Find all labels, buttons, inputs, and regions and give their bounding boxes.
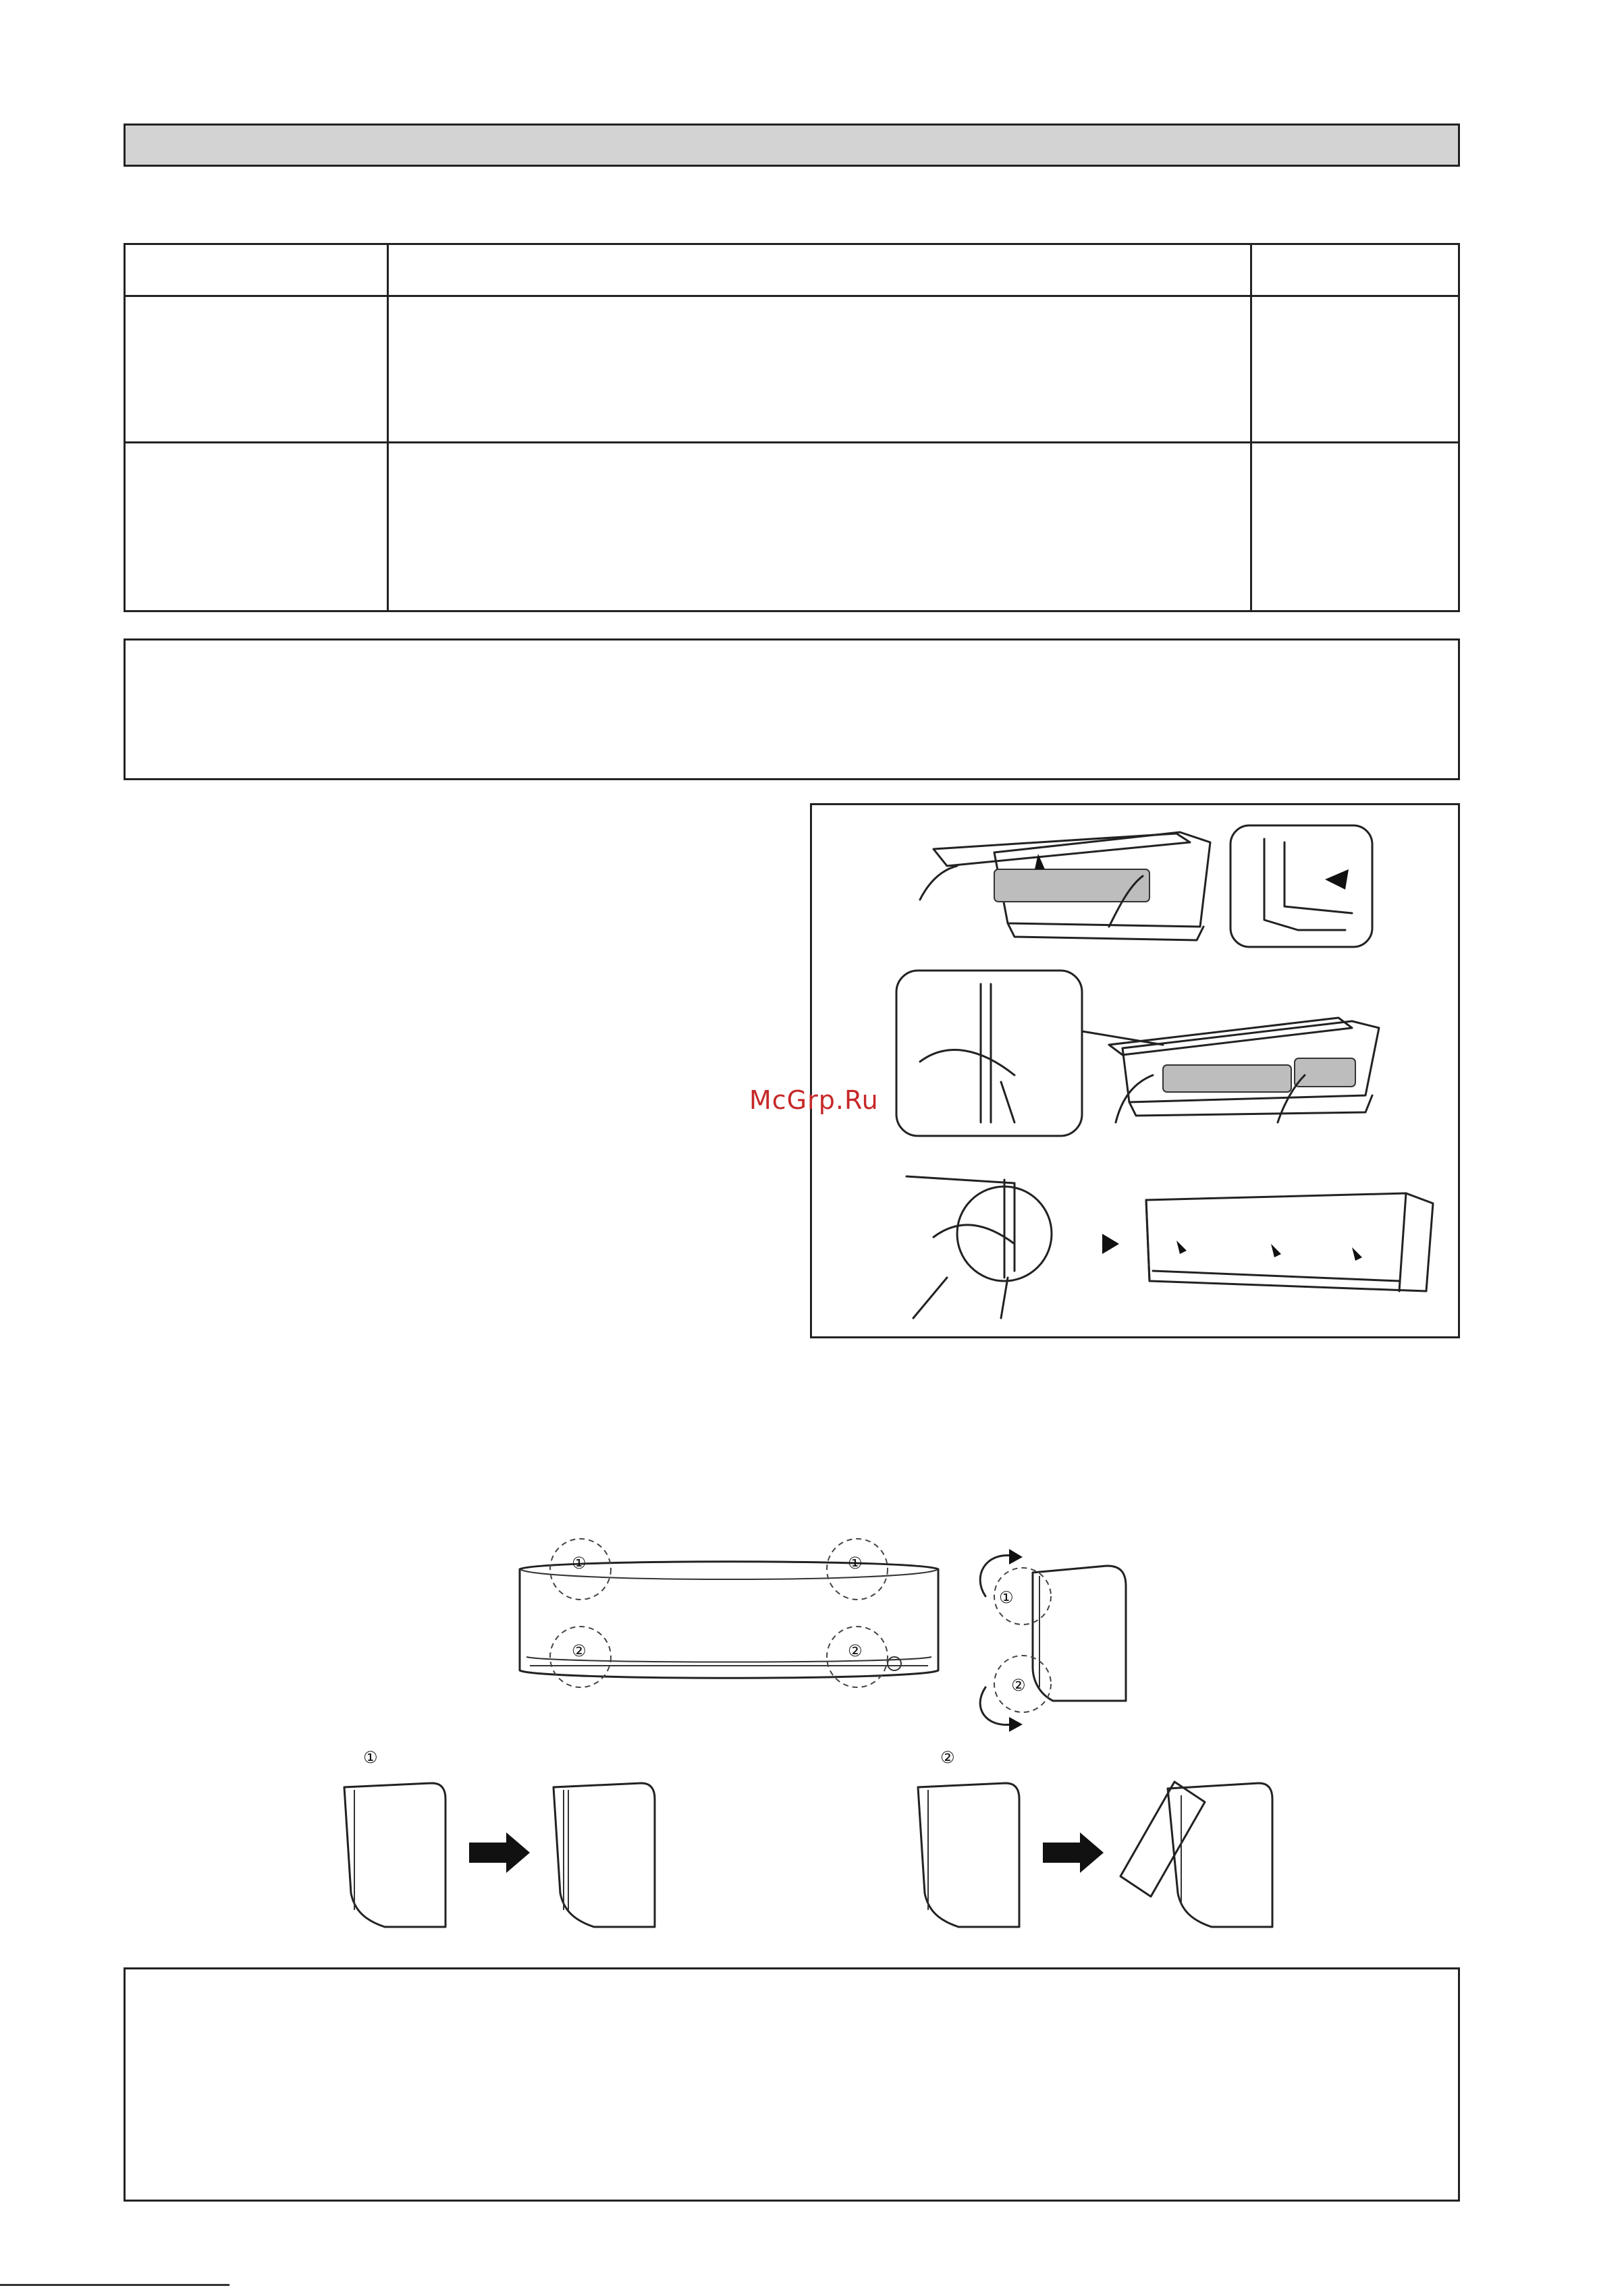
footer-rule [0, 2284, 229, 2286]
arrow-icon [1043, 1832, 1104, 1873]
watermark: McGrp.Ru [749, 1085, 879, 1115]
section-title-bar [124, 124, 1460, 167]
table-column-divider [1250, 245, 1252, 610]
table-column-divider [387, 245, 389, 610]
unit-side-view-diagram [945, 1532, 1134, 1735]
spec-table [124, 243, 1460, 612]
step-1-detail-inset [1230, 825, 1372, 947]
procedure-2-diagram [898, 1768, 1276, 1937]
callout-2-label: ② [572, 1641, 587, 1660]
unit-front-view-diagram [513, 1519, 945, 1708]
note-box [124, 1967, 1460, 2202]
arrow-icon [1271, 1244, 1281, 1257]
panel-removal-illustration [812, 805, 1462, 1340]
callout-1-label: ① [572, 1554, 587, 1573]
callout-1-label: ① [999, 1588, 1014, 1607]
callout-2-label: ② [848, 1641, 863, 1660]
procedure-1-diagram [324, 1775, 675, 1937]
arrow-icon [1352, 1247, 1362, 1261]
step-3-unit [1146, 1193, 1433, 1291]
arrow-icon [1325, 869, 1349, 890]
callout-1-label: ① [848, 1554, 863, 1573]
step-3-detail [906, 1176, 1052, 1318]
arrow-icon [1176, 1241, 1187, 1254]
panel-removal-figure [810, 803, 1460, 1338]
table-row-divider [126, 441, 1458, 443]
procedure-1-label: ① [363, 1748, 378, 1767]
table-row-divider [126, 295, 1458, 297]
arrow-icon [469, 1832, 530, 1873]
step-2-unit [1109, 1018, 1379, 1122]
step-1-unit [920, 832, 1210, 940]
callout-2-label: ② [1011, 1676, 1026, 1695]
note-box [124, 638, 1460, 780]
play-triangle-icon [1102, 1234, 1119, 1254]
procedure-2-label: ② [940, 1748, 955, 1767]
